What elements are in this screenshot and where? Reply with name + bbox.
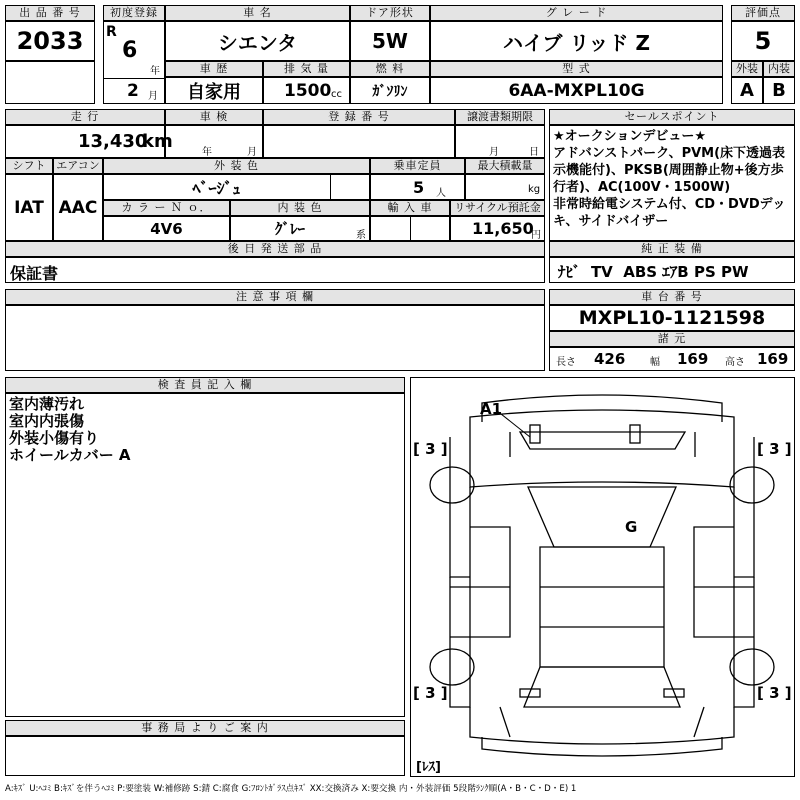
rear-pillar-lines [500, 707, 704, 737]
windshield-outline [528, 487, 676, 547]
import-divider [410, 216, 411, 241]
interior-color: ｸﾞﾚｰ [274, 220, 305, 238]
ext-score: A [740, 80, 754, 101]
exterior-color-header: 外 装 色 [103, 158, 370, 174]
rear-glass-outline [524, 667, 680, 707]
cc-unit: cc [331, 89, 342, 100]
tire-mark-front-left: [ 3 ] [413, 440, 448, 458]
lot-no-blank [5, 61, 95, 104]
transfer-doc-header: 譲渡書類期限 [455, 109, 545, 125]
exterior-color-divider [330, 174, 331, 200]
headlight-left [530, 425, 540, 443]
rear-bumper-outline [482, 737, 722, 756]
first-reg-header: 初度登録 [103, 5, 165, 21]
inspector-note: ホイールカバー A [9, 446, 131, 464]
roof-outline [540, 547, 664, 667]
tire-mark-front-right: [ 3 ] [757, 440, 792, 458]
office-box [5, 736, 405, 776]
car-name-header: 車 名 [165, 5, 350, 21]
left-door-lines [470, 527, 510, 637]
reg-year: 6 [122, 38, 138, 63]
left-sill-lines [450, 587, 470, 637]
interior-color-header: 内 装 色 [230, 200, 370, 216]
mileage-header: 走 行 [5, 109, 165, 125]
door-header: ドア形状 [350, 5, 430, 21]
sales-point-text: ★オークションデビュー★ アドバンストパーク、PVM(床下透過表示機能付)、PKSB(周囲静止物+後方歩行者)、AC(100V・1500W) 非常時給電システム付、CD・DVDデッキ、サイドバイザー [553, 129, 786, 229]
capacity: 5 [413, 178, 425, 197]
grille-outline [520, 432, 685, 449]
int-header: 内装 [763, 61, 795, 77]
right-door-lines [694, 527, 734, 637]
length-label: 長さ [556, 357, 576, 368]
insp-year-unit: 年 [202, 147, 212, 158]
genuine-equip-header: 純 正 装 備 [549, 241, 795, 257]
tire-mark-rear-right: [ 3 ] [757, 684, 792, 702]
chassis-no: MXPL10-1121598 [578, 307, 766, 329]
first-reg-divider [103, 78, 165, 79]
import-header: 輸 入 車 [370, 200, 450, 216]
roof-lines [540, 587, 664, 627]
recycle-fee: 11,650 [472, 219, 534, 238]
legend-text: A:ｷｽﾞ U:ﾍｺﾐ B:ｷｽﾞを伴うﾍｺﾐ P:要塗装 W:補修跡 S:錆 C:腐食 G:ﾌﾛﾝﾄｶﾞﾗｽ点ｷｽﾞ XX:交換済み X:要交換 内・外装評価 5段階ﾗﾝｸ順(A・B・C・D・E) 1 [5, 784, 577, 794]
km-unit: km [142, 131, 173, 152]
height-label: 高さ [725, 357, 745, 368]
aircon: AAC [58, 197, 98, 218]
capacity-unit: 人 [436, 188, 446, 199]
width: 169 [677, 350, 709, 368]
grade: ハイブ リッド Z [502, 30, 651, 55]
car-name: シエンタ [217, 30, 298, 55]
inspector-note: 室内薄汚れ [9, 395, 85, 413]
lot-no: 2033 [16, 27, 84, 55]
wheel-rear-left [430, 649, 474, 685]
recycle-header: リサイクル預託金 [450, 200, 545, 216]
score-header: 評価点 [731, 5, 795, 21]
history-header: 車 歴 [165, 61, 263, 77]
notes-box [5, 305, 545, 371]
headlight-right [630, 425, 640, 443]
length: 426 [594, 350, 626, 368]
later-items-header: 後 日 発 送 部 品 [5, 241, 545, 257]
ext-header: 外装 [731, 61, 763, 77]
shift: IAT [14, 197, 44, 218]
inspector-note: 室内内張傷 [9, 412, 85, 430]
later-items: 保証書 [10, 264, 59, 283]
reg-no-header: 登 録 番 号 [263, 109, 455, 125]
right-body-outline [734, 487, 754, 707]
displacement: 1500 [284, 81, 332, 101]
fuel: ｶﾞｿﾘﾝ [372, 83, 408, 100]
sales-point-header: セールスポイント [549, 109, 795, 125]
color-no: 4V6 [150, 219, 183, 238]
mileage: 13,430 [78, 131, 148, 152]
exterior-color: ﾍﾞｰｼﾞｭ [192, 178, 241, 198]
color-suffix: 系 [356, 230, 366, 241]
height: 169 [757, 350, 789, 368]
dimensions-header: 諸 元 [549, 331, 795, 347]
tire-mark-rear-left: [ 3 ] [413, 684, 448, 702]
lot-no-header: 出 品 番 号 [5, 5, 95, 21]
front-bumper-outline [482, 395, 722, 422]
later-items-box [5, 257, 545, 283]
max-load-header: 最大積載量 [465, 158, 545, 174]
genuine-equip: ﾅﾋﾞ TV ABS ｴｱB PS PW [558, 263, 749, 281]
reg-no-box [263, 125, 455, 158]
wheel-front-right [730, 467, 774, 503]
insp-month-unit: 月 [247, 147, 257, 158]
damage-mark-g: G [625, 518, 638, 536]
capacity-header: 乗車定員 [370, 158, 465, 174]
door: 5W [372, 29, 408, 53]
spare-tire-mark: [ﾚｽ] [416, 760, 441, 775]
displacement-header: 排 気 量 [263, 61, 350, 77]
aircon-header: エアコン [53, 158, 103, 174]
inspection-header: 車 検 [165, 109, 263, 125]
right-sill-lines [734, 587, 754, 637]
front-fender-lines [450, 437, 754, 577]
notes-header: 注 意 事 項 欄 [5, 289, 545, 305]
inspector-header: 検 査 員 記 入 欄 [5, 377, 405, 393]
era: R [106, 24, 117, 40]
wheel-rear-right [730, 649, 774, 685]
rear-hatch-outline [470, 707, 734, 744]
shift-header: シフト [5, 158, 53, 174]
reg-month: 2 [127, 81, 139, 101]
doc-month-unit: 月 [489, 147, 499, 158]
kg-unit: kg [528, 184, 541, 195]
width-label: 幅 [650, 357, 660, 368]
wheel-front-left [430, 467, 474, 503]
left-body-outline [450, 487, 470, 707]
headlight-lines [510, 432, 695, 457]
office-header: 事 務 局 よ り ご 案 内 [5, 720, 405, 736]
year-unit: 年 [150, 66, 160, 77]
history: 自家用 [187, 81, 241, 103]
model: 6AA-MXPL10G [508, 80, 645, 101]
yen-unit: 円 [531, 230, 541, 241]
month-unit: 月 [148, 91, 158, 102]
car-diagram [410, 377, 795, 777]
doc-day-unit: 日 [529, 147, 539, 158]
score: 5 [754, 27, 772, 55]
fuel-header: 燃 料 [350, 61, 430, 77]
model-header: 型 式 [430, 61, 723, 77]
color-no-header: カ ラ ー Ｎ ｏ． [103, 200, 230, 216]
inspector-note: 外装小傷有り [9, 429, 100, 447]
damage-mark-a1: A1 [480, 400, 503, 418]
chassis-no-header: 車 台 番 号 [549, 289, 795, 305]
int-score: B [772, 80, 786, 101]
grade-header: グ レ ー ド [430, 5, 723, 21]
